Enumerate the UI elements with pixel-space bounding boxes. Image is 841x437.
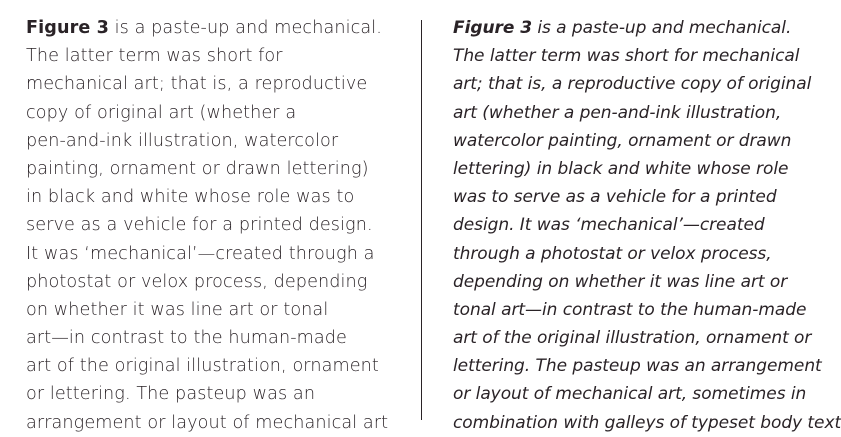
right-column-italic bbox=[453, 14, 841, 437]
right-line-6: lettering) in black and white whose role bbox=[453, 158, 789, 179]
right-line-4: art (whether a pen-and-ink illustration, bbox=[453, 102, 782, 123]
left-line-6: painting, ornament or drawn lettering) bbox=[26, 158, 369, 179]
right-line-15: combination with galleys of typeset body text bbox=[453, 412, 841, 433]
right-line-9: through a photostat or velox process, bbox=[453, 243, 772, 264]
right-line-13: lettering. The pasteup was an arrangement bbox=[453, 356, 822, 377]
left-line-10: photostat or velox process, depending bbox=[26, 271, 368, 292]
left-line-13: art of the original illustration, ornament bbox=[26, 356, 379, 377]
left-line-12: art—in contrast to the human-made bbox=[26, 328, 347, 349]
left-line-1-text: is a paste-up and mechanical. bbox=[108, 18, 382, 38]
right-line-10: depending on whether it was line art or bbox=[453, 271, 788, 292]
left-line-11: on whether it was line art or tonal bbox=[26, 299, 329, 320]
left-column-upright bbox=[26, 14, 406, 437]
left-line-14: or lettering. The pasteup was an bbox=[26, 384, 316, 405]
left-line-2: The latter term was short for bbox=[26, 46, 283, 67]
figure-reference-right: Figure 3 bbox=[453, 18, 532, 38]
column-divider bbox=[421, 20, 422, 420]
left-line-5: pen-and-ink illustration, watercolor bbox=[26, 130, 339, 151]
right-line-11: tonal art—in contrast to the human-made bbox=[453, 299, 807, 320]
left-line-4: copy of original art (whether a bbox=[26, 102, 297, 123]
left-line-8: serve as a vehicle for a printed design. bbox=[26, 215, 373, 236]
right-line-2: The latter term was short for mechanical bbox=[453, 46, 800, 67]
right-line-1-text: is a paste-up and mechanical. bbox=[531, 18, 792, 38]
left-line-15: arrangement or layout of mechanical art bbox=[26, 412, 389, 433]
right-line-5: watercolor painting, ornament or drawn bbox=[453, 130, 792, 151]
right-line-7: was to serve as a vehicle for a printed bbox=[453, 187, 777, 208]
left-line-9: It was ‘mechanical’—created through a bbox=[26, 243, 375, 264]
figure-reference-left: Figure 3 bbox=[26, 18, 109, 38]
right-line-3: art; that is, a reproductive copy of original bbox=[453, 74, 812, 95]
left-line-1 bbox=[26, 14, 406, 42]
left-line-3: mechanical art; that is, a reproductive bbox=[26, 74, 368, 95]
right-line-1 bbox=[453, 14, 828, 42]
right-line-12: art of the original illustration, ornament or bbox=[453, 328, 812, 349]
right-line-14: or layout of mechanical art, sometimes in bbox=[453, 384, 807, 405]
left-line-7: in black and white whose role was to bbox=[26, 187, 355, 208]
right-line-8: design. It was ‘mechanical’—created bbox=[453, 215, 765, 236]
